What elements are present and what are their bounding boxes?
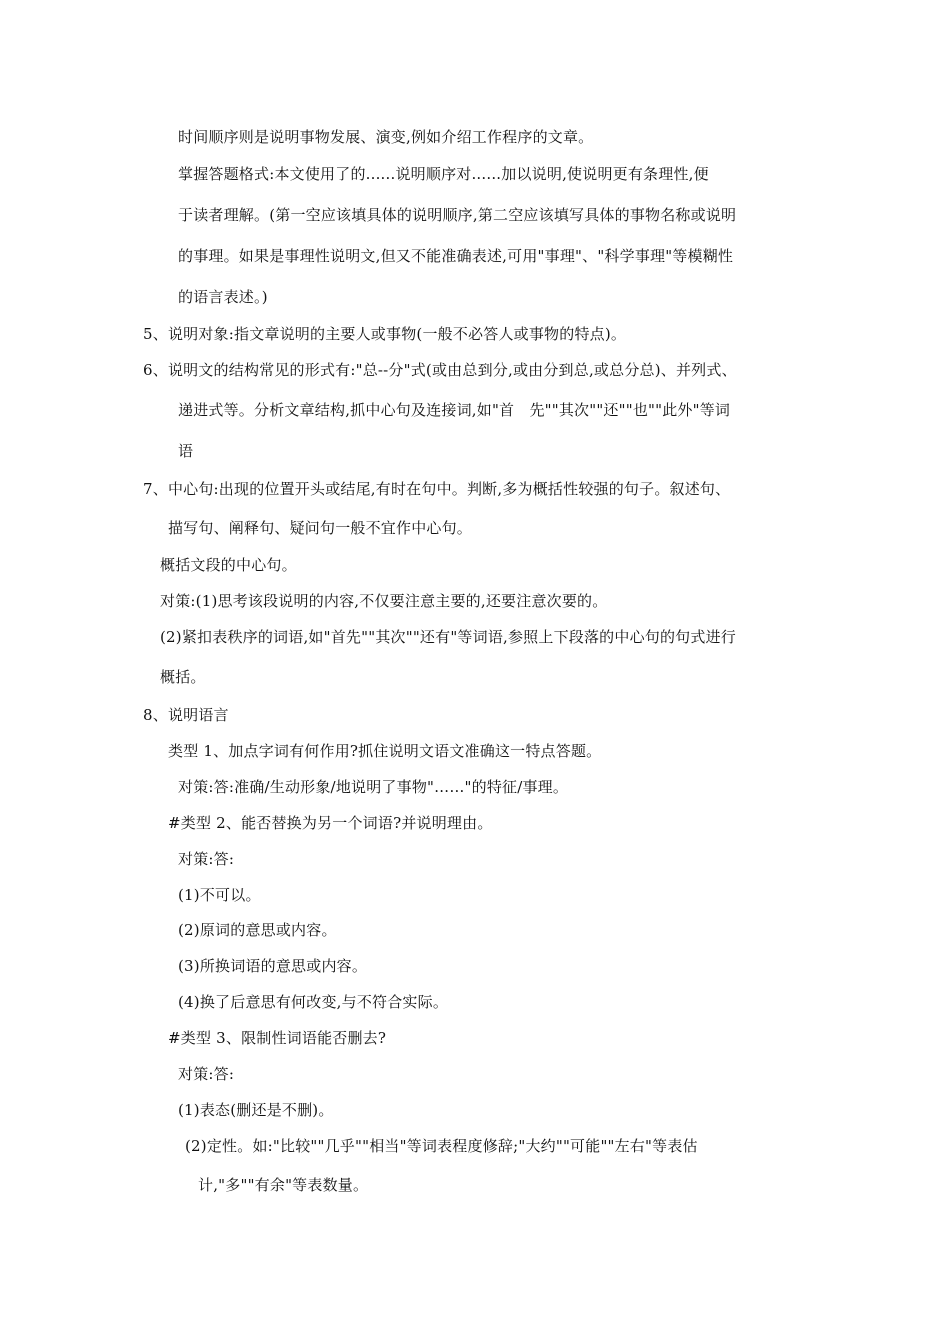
text-line: 计,"多""有余"等表数量。 [198, 1176, 369, 1194]
text-line: 于读者理解。(第一空应该填具体的说明顺序,第二空应该填写具体的事物名称或说明 [178, 206, 737, 224]
text-line: 概括文段的中心句。 [160, 556, 297, 574]
section-heading-5: 5、说明对象:指文章说明的主要人或事物(一般不必答人或事物的特点)。 [143, 325, 627, 343]
text-line: 的事理。如果是事理性说明文,但又不能准确表述,可用"事理"、"科学事理"等模糊性 [178, 247, 734, 265]
text-line: (2)定性。如:"比较""几乎""相当"等词表程度修辞;"大约""可能""左右"等表估 [185, 1137, 698, 1155]
section-heading-6: 6、说明文的结构常见的形式有:"总--分"式(或由总到分,或由分到总,或总分总)、并列式、 [143, 361, 737, 379]
text-line: 概括。 [160, 668, 206, 686]
text-line: 递进式等。分析文章结构,抓中心句及连接词,如"首 先""其次""还""也""此外"等词 [178, 401, 731, 419]
text-line: (2)原词的意思或内容。 [178, 921, 337, 939]
text-line: #类型 3、限制性词语能否删去? [168, 1029, 387, 1047]
text-line: 掌握答题格式:本文使用了的......说明顺序对......加以说明,使说明更有条理性,便 [178, 165, 709, 183]
text-line: 对策:答:准确/生动形象/地说明了事物"……"的特征/事理。 [178, 778, 569, 796]
section-heading-8: 8、说明语言 [143, 706, 229, 724]
text-line: 的语言表述。) [178, 288, 268, 306]
text-line: 类型 1、加点字词有何作用?抓住说明文语文准确这一特点答题。 [168, 742, 602, 760]
text-line: 描写句、阐释句、疑问句一般不宜作中心句。 [168, 519, 473, 537]
text-line: 时间顺序则是说明事物发展、演变,例如介绍工作程序的文章。 [178, 128, 594, 146]
text-line: (4)换了后意思有何改变,与不符合实际。 [178, 993, 449, 1011]
text-line: (2)紧扣表秩序的词语,如"首先""其次""还有"等词语,参照上下段落的中心句的句式进行 [160, 628, 736, 646]
text-line: 对策:答: [178, 1065, 235, 1083]
section-heading-7: 7、中心句:出现的位置开头或结尾,有时在句中。判断,多为概括性较强的句子。叙述句、 [143, 480, 731, 498]
text-line: #类型 2、能否替换为另一个词语?并说明理由。 [168, 814, 493, 832]
text-line: 语 [178, 442, 194, 460]
text-line: 对策:(1)思考该段说明的内容,不仅要注意主要的,还要注意次要的。 [160, 592, 608, 610]
text-line: (1)不可以。 [178, 886, 261, 904]
text-line: (1)表态(删还是不删)。 [178, 1101, 334, 1119]
text-line: 对策:答: [178, 850, 235, 868]
text-line: (3)所换词语的意思或内容。 [178, 957, 368, 975]
